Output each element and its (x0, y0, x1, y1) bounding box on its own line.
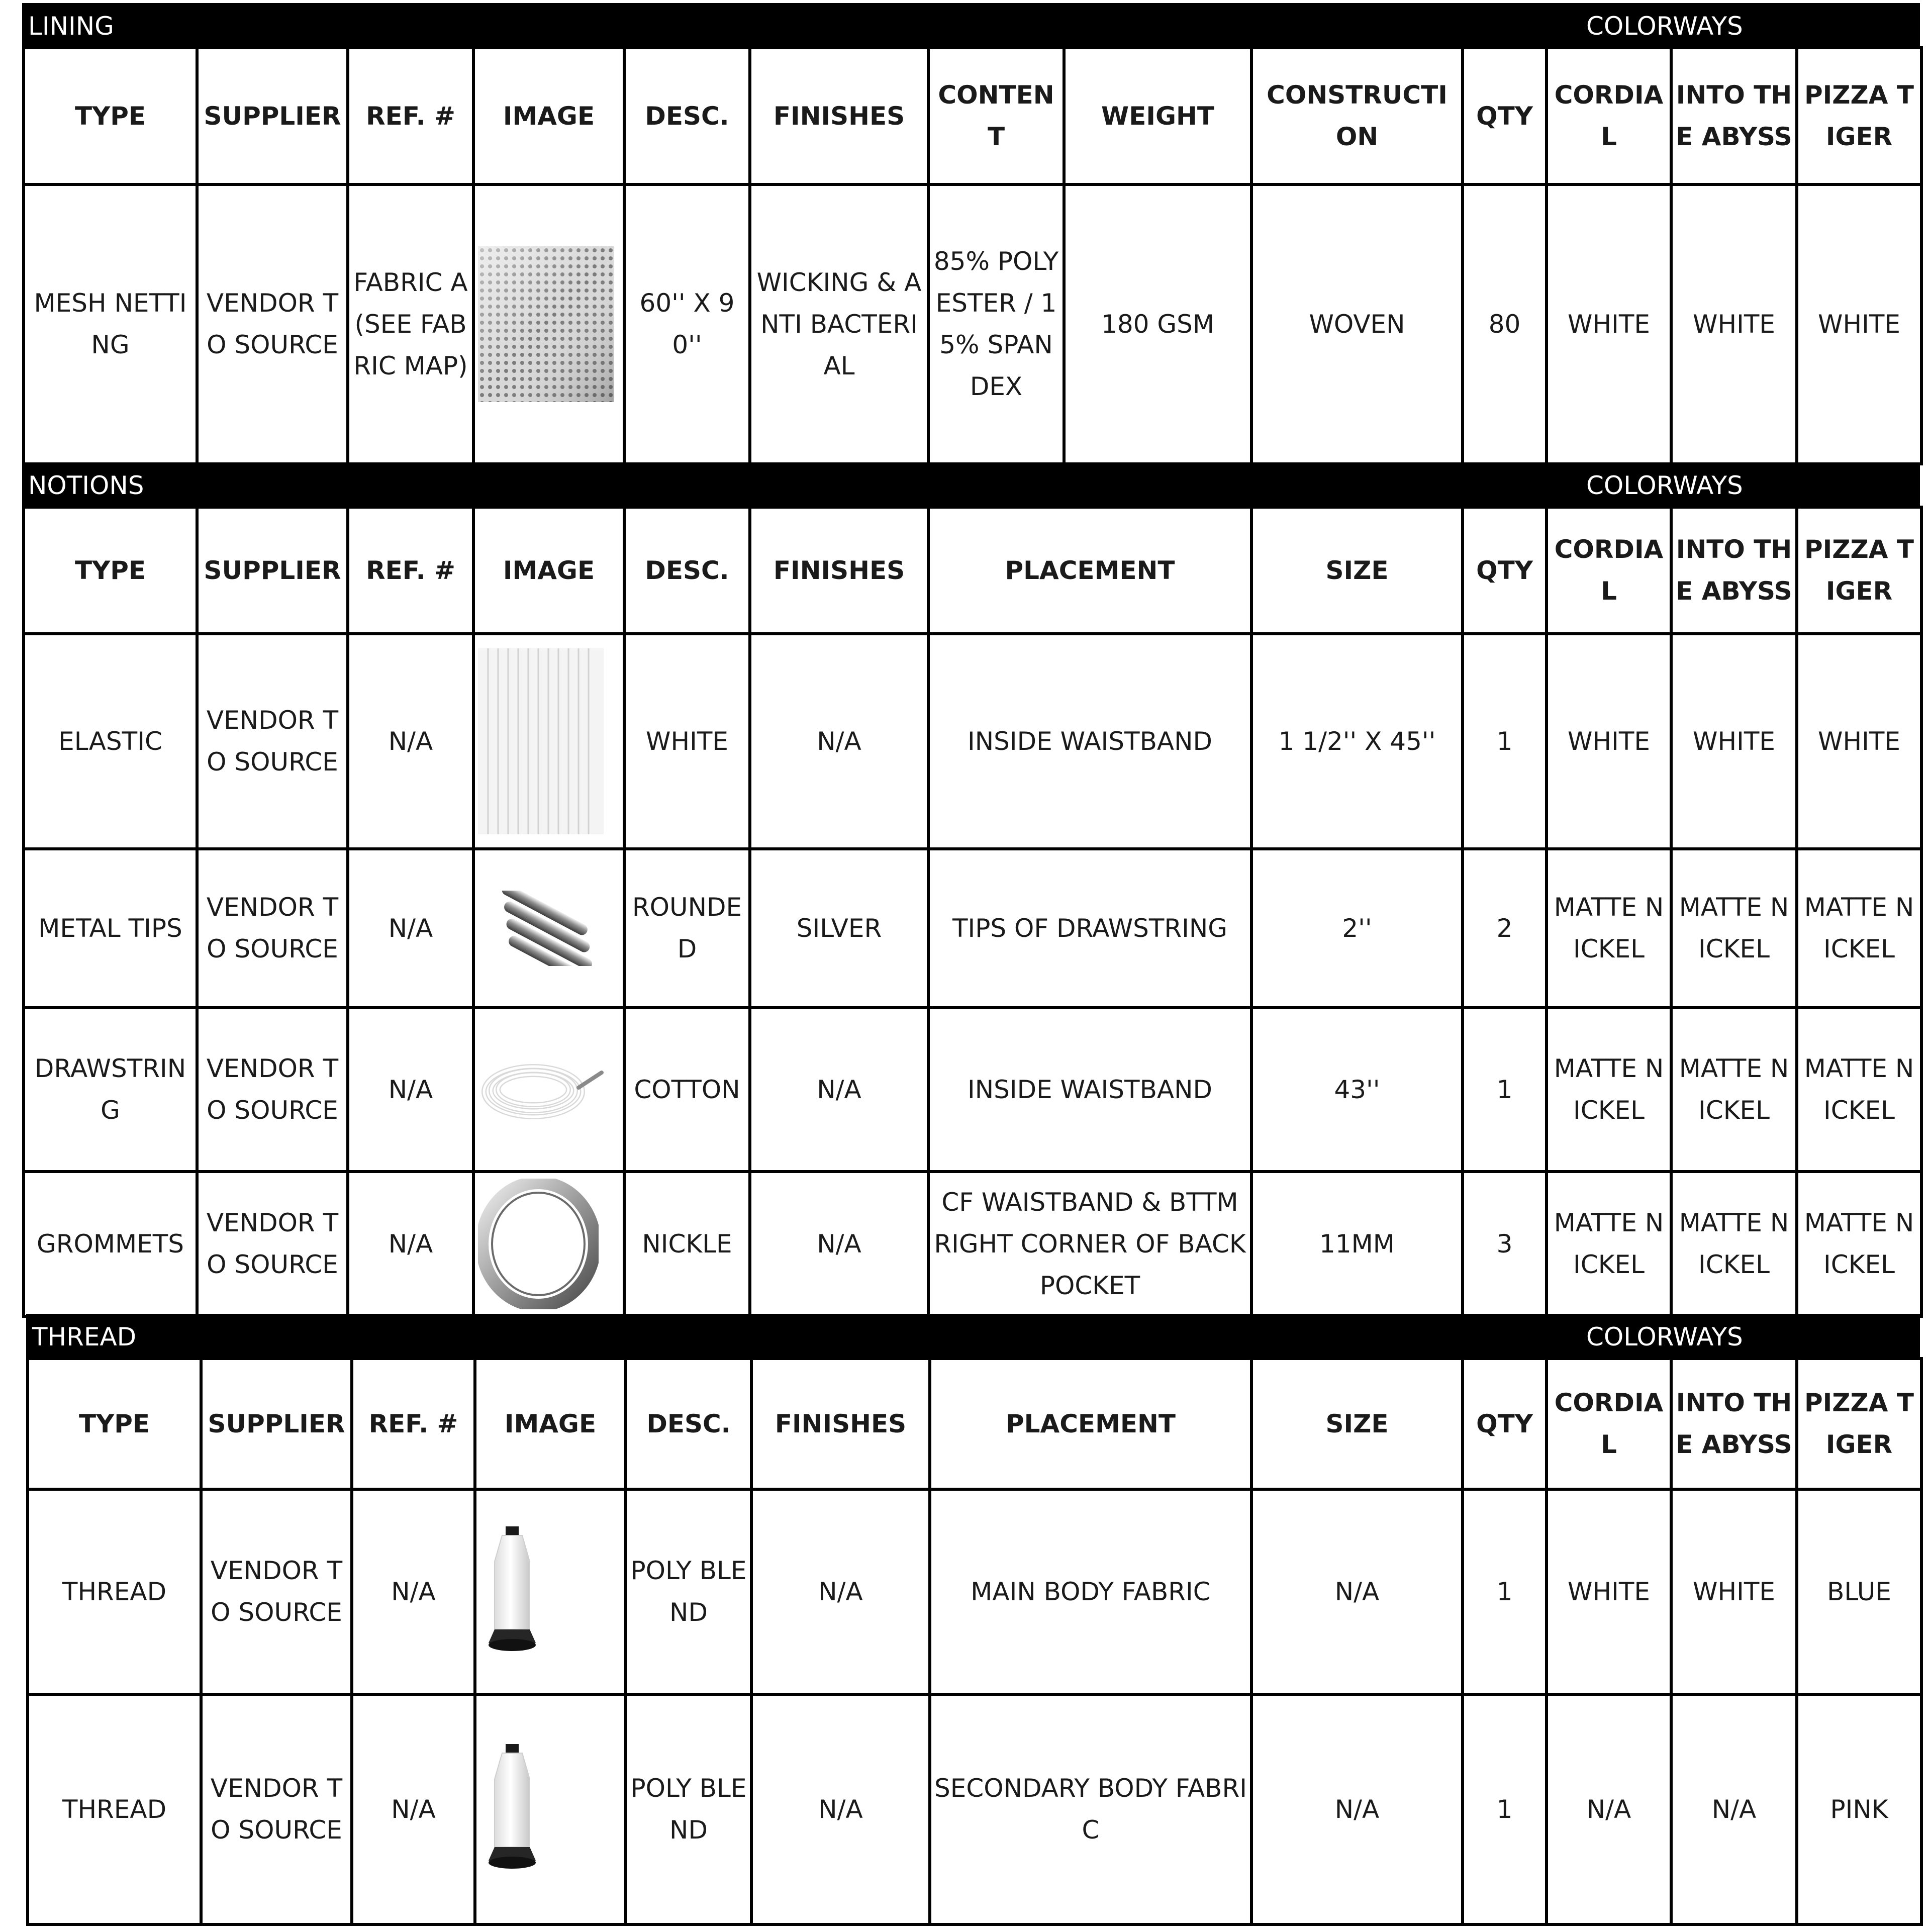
cell-placement: MAIN BODY FABRIC (930, 1489, 1251, 1694)
col-header-type: TYPE (24, 507, 197, 634)
lining-section-bar (22, 3, 1920, 49)
table-row (24, 1008, 1921, 1172)
cell-image (475, 1489, 626, 1694)
col-header-finishes: FINISHES (751, 1359, 930, 1489)
cell-desc: COTTON (624, 1008, 750, 1172)
cell-placement: INSIDE WAISTBAND (928, 1008, 1251, 1172)
cell-qty: 1 (1463, 1489, 1547, 1694)
cell-finishes: N/A (750, 1172, 928, 1316)
cell-desc: WHITE (624, 634, 750, 849)
cell-qty: 1 (1463, 1694, 1547, 1924)
col-header-pizza-tiger: PIZZA TIGER (1797, 1359, 1921, 1489)
col-header-finishes: FINISHES (750, 507, 928, 634)
cell-pizza-tiger: MATTE NICKEL (1797, 849, 1921, 1008)
lining-header-row (24, 48, 1921, 184)
cell-type: ELASTIC (24, 634, 197, 849)
cell-cordial: MATTE NICKEL (1547, 1172, 1671, 1316)
cell-desc: NICKLE (624, 1172, 750, 1316)
lining-colorways-label: COLORWAYS (1586, 12, 1743, 41)
col-header-qty: QTY (1463, 507, 1547, 634)
cell-pizza-tiger: PINK (1797, 1694, 1921, 1924)
cell-size: 1 1/2'' X 45'' (1251, 634, 1463, 849)
cell-into-the-abyss: WHITE (1671, 634, 1797, 849)
cell-type: THREAD (28, 1694, 201, 1924)
metal-tips-image (478, 891, 620, 966)
cell-type: GROMMETS (24, 1172, 197, 1316)
elastic-image (478, 648, 620, 834)
table-row (24, 849, 1921, 1008)
col-header-size: SIZE (1251, 1359, 1463, 1489)
cell-placement: CF WAISTBAND & BTTM RIGHT CORNER OF BACK POCKET (928, 1172, 1251, 1316)
notions-header-row (24, 507, 1921, 634)
cell-image (473, 1172, 624, 1316)
cell-supplier: VENDOR TO SOURCE (197, 184, 348, 464)
mesh-fabric-image (478, 246, 620, 402)
col-header-construction: CONSTRUCTION (1251, 48, 1463, 184)
col-header-into-the-abyss: INTO THE ABYSS (1671, 48, 1797, 184)
cell-into-the-abyss: MATTE NICKEL (1671, 1008, 1797, 1172)
cell-placement: SECONDARY BODY FABRIC (930, 1694, 1251, 1924)
cell-finishes: WICKING & ANTI BACTERIAL (750, 184, 928, 464)
cell-qty: 1 (1463, 1008, 1547, 1172)
col-header-size: SIZE (1251, 507, 1463, 634)
thread-colorways-label: COLORWAYS (1586, 1322, 1743, 1351)
col-header-cordial: CORDIAL (1547, 48, 1671, 184)
cell-desc: ROUNDED (624, 849, 750, 1008)
cell-supplier: VENDOR TO SOURCE (197, 634, 348, 849)
col-header-type: TYPE (24, 48, 197, 184)
cell-image (473, 634, 624, 849)
cell-size: 2'' (1251, 849, 1463, 1008)
thread-spool-image (479, 1526, 621, 1657)
cell-qty: 2 (1463, 849, 1547, 1008)
cell-cordial: WHITE (1547, 184, 1671, 464)
cell-supplier: VENDOR TO SOURCE (201, 1694, 352, 1924)
cell-type: DRAWSTRING (24, 1008, 197, 1172)
thread-header-row (28, 1359, 1921, 1489)
table-row (28, 1694, 1921, 1924)
cell-image (473, 849, 624, 1008)
cell-construction: WOVEN (1251, 184, 1463, 464)
table-row (24, 184, 1921, 464)
col-header-qty: QTY (1463, 48, 1547, 184)
cell-size: 43'' (1251, 1008, 1463, 1172)
cell-cordial: N/A (1547, 1694, 1671, 1924)
cell-pizza-tiger: WHITE (1797, 634, 1921, 849)
col-header-desc: DESC. (624, 507, 750, 634)
cell-qty: 1 (1463, 634, 1547, 849)
cell-ref: FABRIC A (SEE FABRIC MAP) (348, 184, 473, 464)
cell-type: MESH NETTING (24, 184, 197, 464)
drawstring-image (478, 1054, 620, 1125)
cell-finishes: N/A (750, 634, 928, 849)
cell-into-the-abyss: MATTE NICKEL (1671, 849, 1797, 1008)
cell-image (475, 1694, 626, 1924)
col-header-image: IMAGE (475, 1359, 626, 1489)
grommet-image (478, 1179, 620, 1309)
col-header-desc: DESC. (626, 1359, 751, 1489)
cell-pizza-tiger: WHITE (1797, 184, 1921, 464)
cell-cordial: WHITE (1547, 1489, 1671, 1694)
col-header-cordial: CORDIAL (1547, 1359, 1671, 1489)
col-header-desc: DESC. (624, 48, 750, 184)
table-row (28, 1489, 1921, 1694)
cell-type: THREAD (28, 1489, 201, 1694)
cell-image (473, 1008, 624, 1172)
thread-section-title: THREAD (32, 1322, 137, 1351)
col-header-supplier: SUPPLIER (197, 507, 348, 634)
cell-placement: INSIDE WAISTBAND (928, 634, 1251, 849)
cell-ref: N/A (348, 1172, 473, 1316)
cell-supplier: VENDOR TO SOURCE (201, 1489, 352, 1694)
cell-size: N/A (1251, 1489, 1463, 1694)
cell-cordial: WHITE (1547, 634, 1671, 849)
notions-section-title: NOTIONS (28, 471, 144, 500)
cell-size: 11MM (1251, 1172, 1463, 1316)
cell-finishes: N/A (751, 1694, 930, 1924)
thread-spool-image (479, 1744, 621, 1875)
cell-image (473, 184, 624, 464)
cell-cordial: MATTE NICKEL (1547, 849, 1671, 1008)
cell-into-the-abyss: N/A (1671, 1694, 1797, 1924)
col-header-supplier: SUPPLIER (197, 48, 348, 184)
cell-qty: 80 (1463, 184, 1547, 464)
cell-desc: POLY BLEND (626, 1489, 751, 1694)
cell-supplier: VENDOR TO SOURCE (197, 1008, 348, 1172)
cell-supplier: VENDOR TO SOURCE (197, 1172, 348, 1316)
col-header-pizza-tiger: PIZZA TIGER (1797, 48, 1921, 184)
cell-content: 85% POLYESTER / 15% SPANDEX (928, 184, 1064, 464)
table-row (24, 1172, 1921, 1316)
cell-into-the-abyss: MATTE NICKEL (1671, 1172, 1797, 1316)
col-header-cordial: CORDIAL (1547, 507, 1671, 634)
col-header-into-the-abyss: INTO THE ABYSS (1671, 507, 1797, 634)
cell-finishes: N/A (750, 1008, 928, 1172)
cell-ref: N/A (348, 849, 473, 1008)
cell-finishes: N/A (751, 1489, 930, 1694)
col-header-content: CONTENT (928, 48, 1064, 184)
cell-weight: 180 GSM (1064, 184, 1251, 464)
cell-into-the-abyss: WHITE (1671, 184, 1797, 464)
cell-placement: TIPS OF DRAWSTRING (928, 849, 1251, 1008)
cell-into-the-abyss: WHITE (1671, 1489, 1797, 1694)
cell-qty: 3 (1463, 1172, 1547, 1316)
col-header-placement: PLACEMENT (928, 507, 1251, 634)
cell-desc: 60'' X 90'' (624, 184, 750, 464)
col-header-ref: REF. # (348, 48, 473, 184)
cell-type: METAL TIPS (24, 849, 197, 1008)
thread-table (26, 1357, 1923, 1926)
col-header-image: IMAGE (473, 48, 624, 184)
cell-size: N/A (1251, 1694, 1463, 1924)
cell-finishes: SILVER (750, 849, 928, 1008)
col-header-type: TYPE (28, 1359, 201, 1489)
cell-cordial: MATTE NICKEL (1547, 1008, 1671, 1172)
col-header-finishes: FINISHES (750, 48, 928, 184)
col-header-ref: REF. # (348, 507, 473, 634)
cell-ref: N/A (352, 1489, 475, 1694)
col-header-pizza-tiger: PIZZA TIGER (1797, 507, 1921, 634)
col-header-ref: REF. # (352, 1359, 475, 1489)
notions-table (22, 506, 1923, 1318)
cell-pizza-tiger: BLUE (1797, 1489, 1921, 1694)
col-header-qty: QTY (1463, 1359, 1547, 1489)
notions-section-bar (22, 462, 1920, 509)
cell-ref: N/A (352, 1694, 475, 1924)
cell-pizza-tiger: MATTE NICKEL (1797, 1008, 1921, 1172)
col-header-into-the-abyss: INTO THE ABYSS (1671, 1359, 1797, 1489)
cell-ref: N/A (348, 1008, 473, 1172)
lining-section-title: LINING (28, 12, 114, 41)
thread-section-bar (26, 1314, 1920, 1360)
notions-colorways-label: COLORWAYS (1586, 471, 1743, 500)
cell-supplier: VENDOR TO SOURCE (197, 849, 348, 1008)
lining-table (22, 46, 1923, 465)
cell-pizza-tiger: MATTE NICKEL (1797, 1172, 1921, 1316)
col-header-weight: WEIGHT (1064, 48, 1251, 184)
col-header-image: IMAGE (473, 507, 624, 634)
col-header-placement: PLACEMENT (930, 1359, 1251, 1489)
cell-desc: POLY BLEND (626, 1694, 751, 1924)
col-header-supplier: SUPPLIER (201, 1359, 352, 1489)
cell-ref: N/A (348, 634, 473, 849)
table-row (24, 634, 1921, 849)
